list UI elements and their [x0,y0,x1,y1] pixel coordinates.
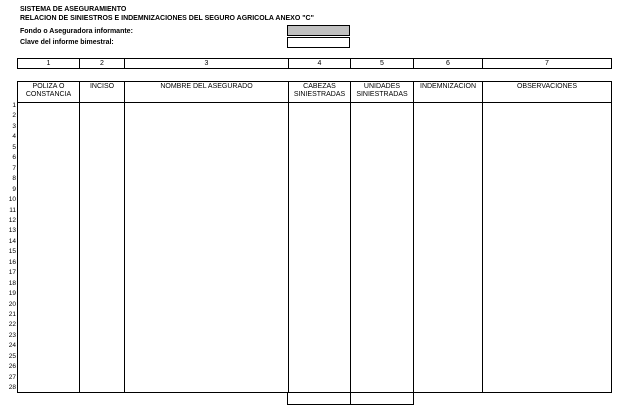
total-unidades-box [350,393,414,405]
row-number: 8 [12,175,16,183]
row-number: 21 [8,311,16,318]
clave-label: Clave del informe bimestral: [20,39,114,46]
column-number-4: 4 [288,58,351,69]
system-title: SISTEMA DE ASEGURAMIENTO [20,6,127,13]
fondo-label: Fondo o Aseguradora informante: [20,28,133,35]
row-number: 19 [8,290,16,298]
row-number: 11 [9,206,16,214]
row-number: 4 [12,133,16,141]
row-number: 14 [8,237,16,245]
fondo-field[interactable] [287,25,350,36]
column-divider [350,82,351,392]
row-number: 17 [8,269,16,277]
row-number: 2 [12,112,16,120]
row-number: 23 [8,331,16,339]
column-divider [482,82,483,392]
row-number: 15 [8,248,16,256]
row-number: 28 [8,384,16,392]
row-number: 7 [12,164,16,172]
column-number-1: 1 [17,58,80,69]
header-separator [18,102,611,103]
column-divider [124,82,125,392]
row-number: 5 [12,143,16,151]
column-divider [413,82,414,392]
column-number-row [17,58,612,69]
report-title: RELACION DE SINIESTROS E INDEMNIZACIONES DEL SEGURO AGRICOLA ANEXO "C" [20,15,314,22]
header-nombre: NOMBRE DEL ASEGURADO [160,83,253,90]
row-number: 16 [8,258,16,266]
row-number: 25 [8,352,16,360]
row-number: 20 [8,300,16,308]
row-number: 13 [8,227,16,235]
header-inciso: INCISO [89,83,115,90]
clave-field[interactable] [287,37,350,48]
header-cabezas: CABEZAS SINIESTRADAS [293,83,346,98]
row-number: 22 [8,321,16,329]
row-number: 24 [8,342,16,350]
column-number-7: 7 [482,58,612,69]
row-number: 9 [12,185,16,193]
header-observaciones: OBSERVACIONES [516,83,578,90]
row-number: 27 [8,373,16,381]
column-divider [79,82,80,392]
header-unidades: UNIDADES SINIESTRADAS [356,83,408,98]
column-divider [288,82,289,392]
claims-table [8,81,612,393]
column-number-5: 5 [350,58,414,69]
column-number-6: 6 [413,58,483,69]
row-number: 18 [8,279,16,287]
row-number: 26 [8,363,16,371]
header-indemnizacion: INDEMNIZACION [420,83,476,90]
row-number: 10 [8,196,16,204]
row-number: 12 [8,216,16,224]
column-number-2: 2 [79,58,125,69]
row-number: 6 [12,154,16,162]
column-number-3: 3 [124,58,289,69]
header-poliza: POLIZA O CONSTANCIA [25,83,72,98]
total-cabezas-box [287,393,351,405]
row-number: 3 [12,122,16,130]
row-number: 1 [12,102,16,109]
